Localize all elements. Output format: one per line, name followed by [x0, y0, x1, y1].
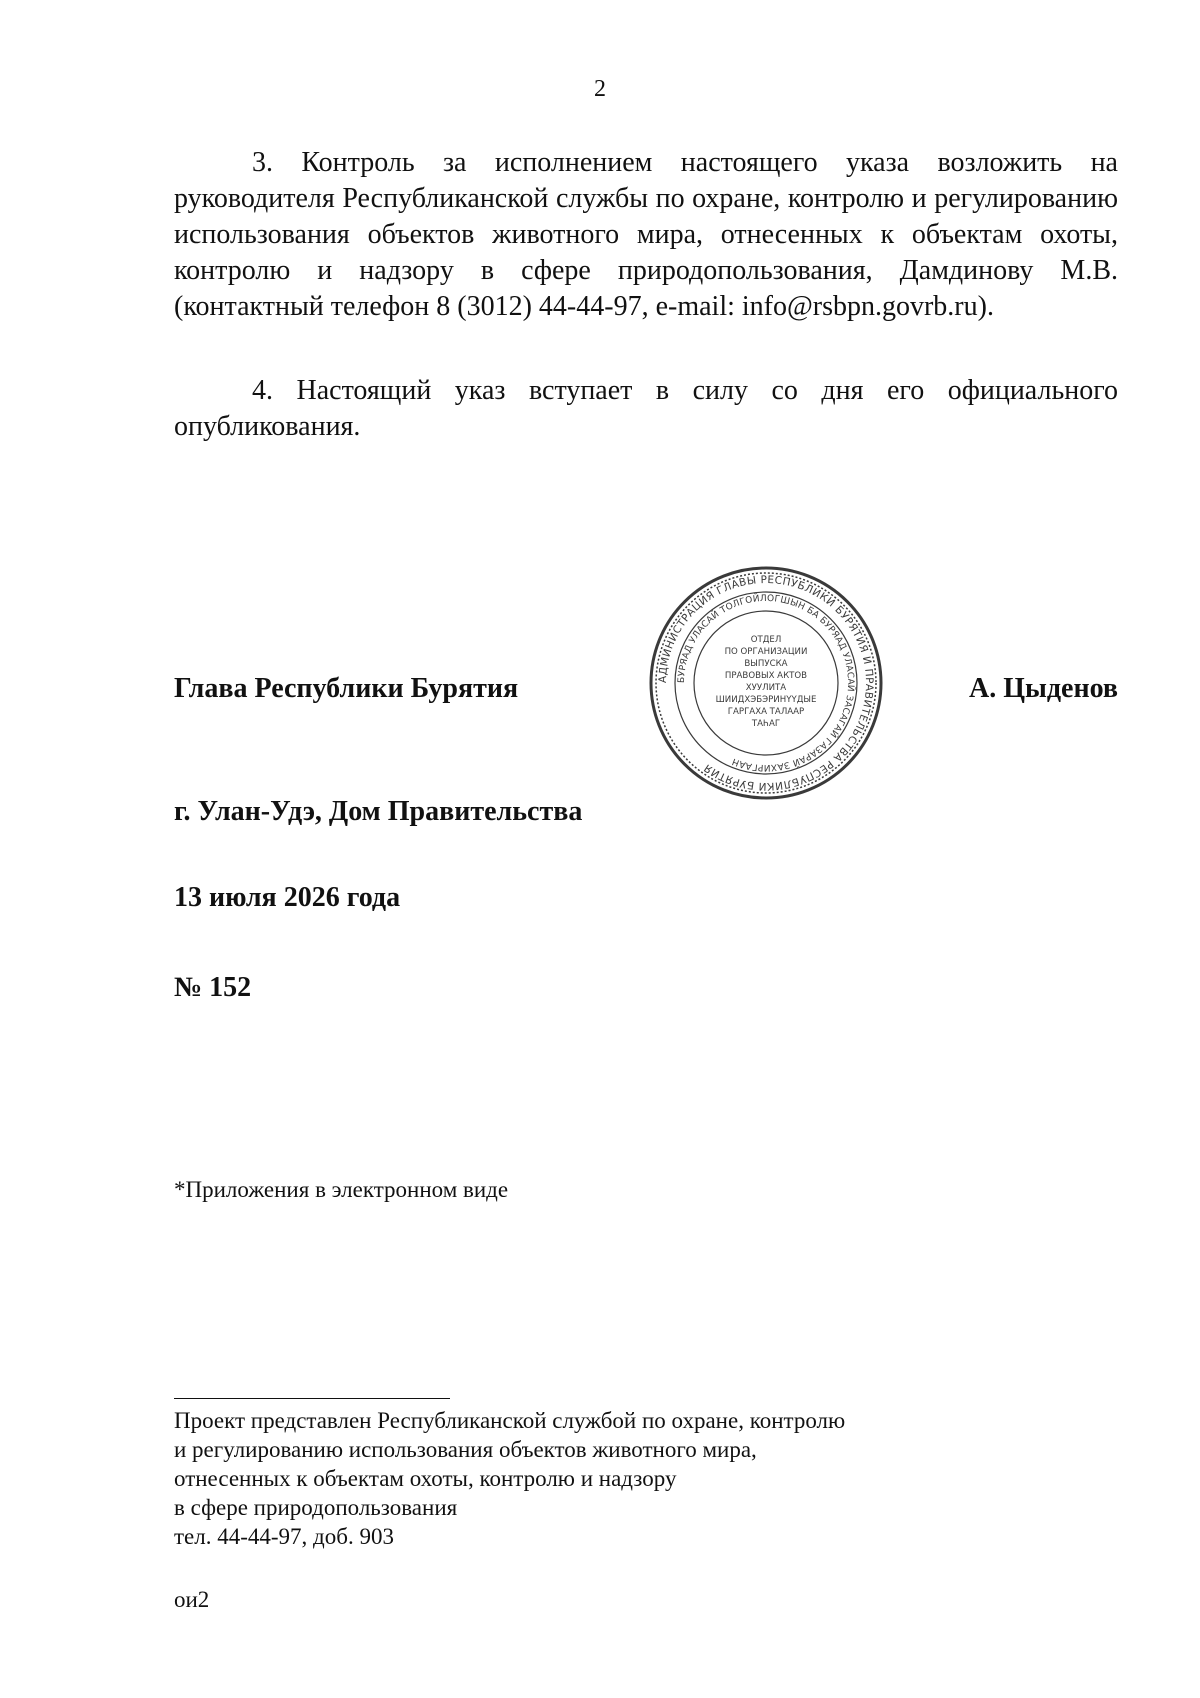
- document-date: 13 июля 2026 года: [174, 882, 401, 913]
- document-number: № 152: [174, 972, 252, 1003]
- seal-center-line: ОТДЕЛ: [750, 635, 782, 645]
- paragraph-4: 4. Настоящий указ вступает в силу со дня его официального опубликования.: [174, 375, 1118, 442]
- seal-center-line: ШИИДХЭБЭРИНҮҮДЫЕ: [715, 695, 817, 705]
- footnote-line: в сфере природопользования: [174, 1495, 458, 1520]
- signature-name: А. Цыденов: [968, 673, 1118, 704]
- seal-center-line: ХУУЛИТА: [745, 683, 787, 693]
- footnote-line: отнесенных к объектам охоты, контролю и надзору: [174, 1466, 677, 1491]
- seal-inner-text: БУРЯАД УЛАСАЙ ТОЛГОЙЛОГШЫН БА БУРЯАД УЛАСАЙ ЗАСАГАЙ ГАЗАРАЙ ЗАХИРГААН: [676, 593, 856, 773]
- footnote-line: тел. 44-44-97, доб. 903: [174, 1524, 394, 1549]
- place-of-signing: г. Улан-Удэ, Дом Правительства: [174, 796, 583, 827]
- seal-outer-text: АДМИНИСТРАЦИЯ ГЛАВЫ РЕСПУБЛИКИ БУРЯТИЯ И ПРАВИТЕЛЬСТВА РЕСПУБЛИКИ БУРЯТИЯ: [656, 573, 876, 793]
- appendix-note: *Приложения в электронном виде: [174, 1177, 509, 1202]
- seal-center-line: ТАҺАГ: [751, 719, 781, 729]
- seal-center-line: ВЫПУСКА: [744, 659, 788, 669]
- document-code: ои2: [174, 1587, 210, 1612]
- footnote: [174, 1406, 845, 1551]
- page-number: 2: [594, 76, 606, 102]
- signature-title: Глава Республики Бурятия: [174, 673, 519, 704]
- footnote-divider: [174, 1398, 450, 1399]
- seal-center-line: ПО ОРГАНИЗАЦИИ: [724, 647, 808, 657]
- seal-center-line: ПРАВОВЫХ АКТОВ: [724, 671, 808, 681]
- footnote-line: Проект представлен Республиканской службой по охране, контролю: [174, 1408, 846, 1433]
- official-seal: [648, 565, 884, 801]
- seal-center-line: ГАРГАХА ТАЛААР: [727, 707, 805, 717]
- footnote-line: и регулированию использования объектов животного мира,: [174, 1437, 757, 1462]
- paragraph-3: 3. Контроль за исполнением настоящего указа возложить на руководителя Республиканской службы по охране, контролю и регулированию использования объектов животного мира, отнесенных к объектам охоты, контролю и надзору в сфере природопользования, Дамдинову М.В. (контактный телефон 8 (3012) 44-44-97, e-mail: info@rsbpn.govrb.ru).: [174, 147, 1118, 322]
